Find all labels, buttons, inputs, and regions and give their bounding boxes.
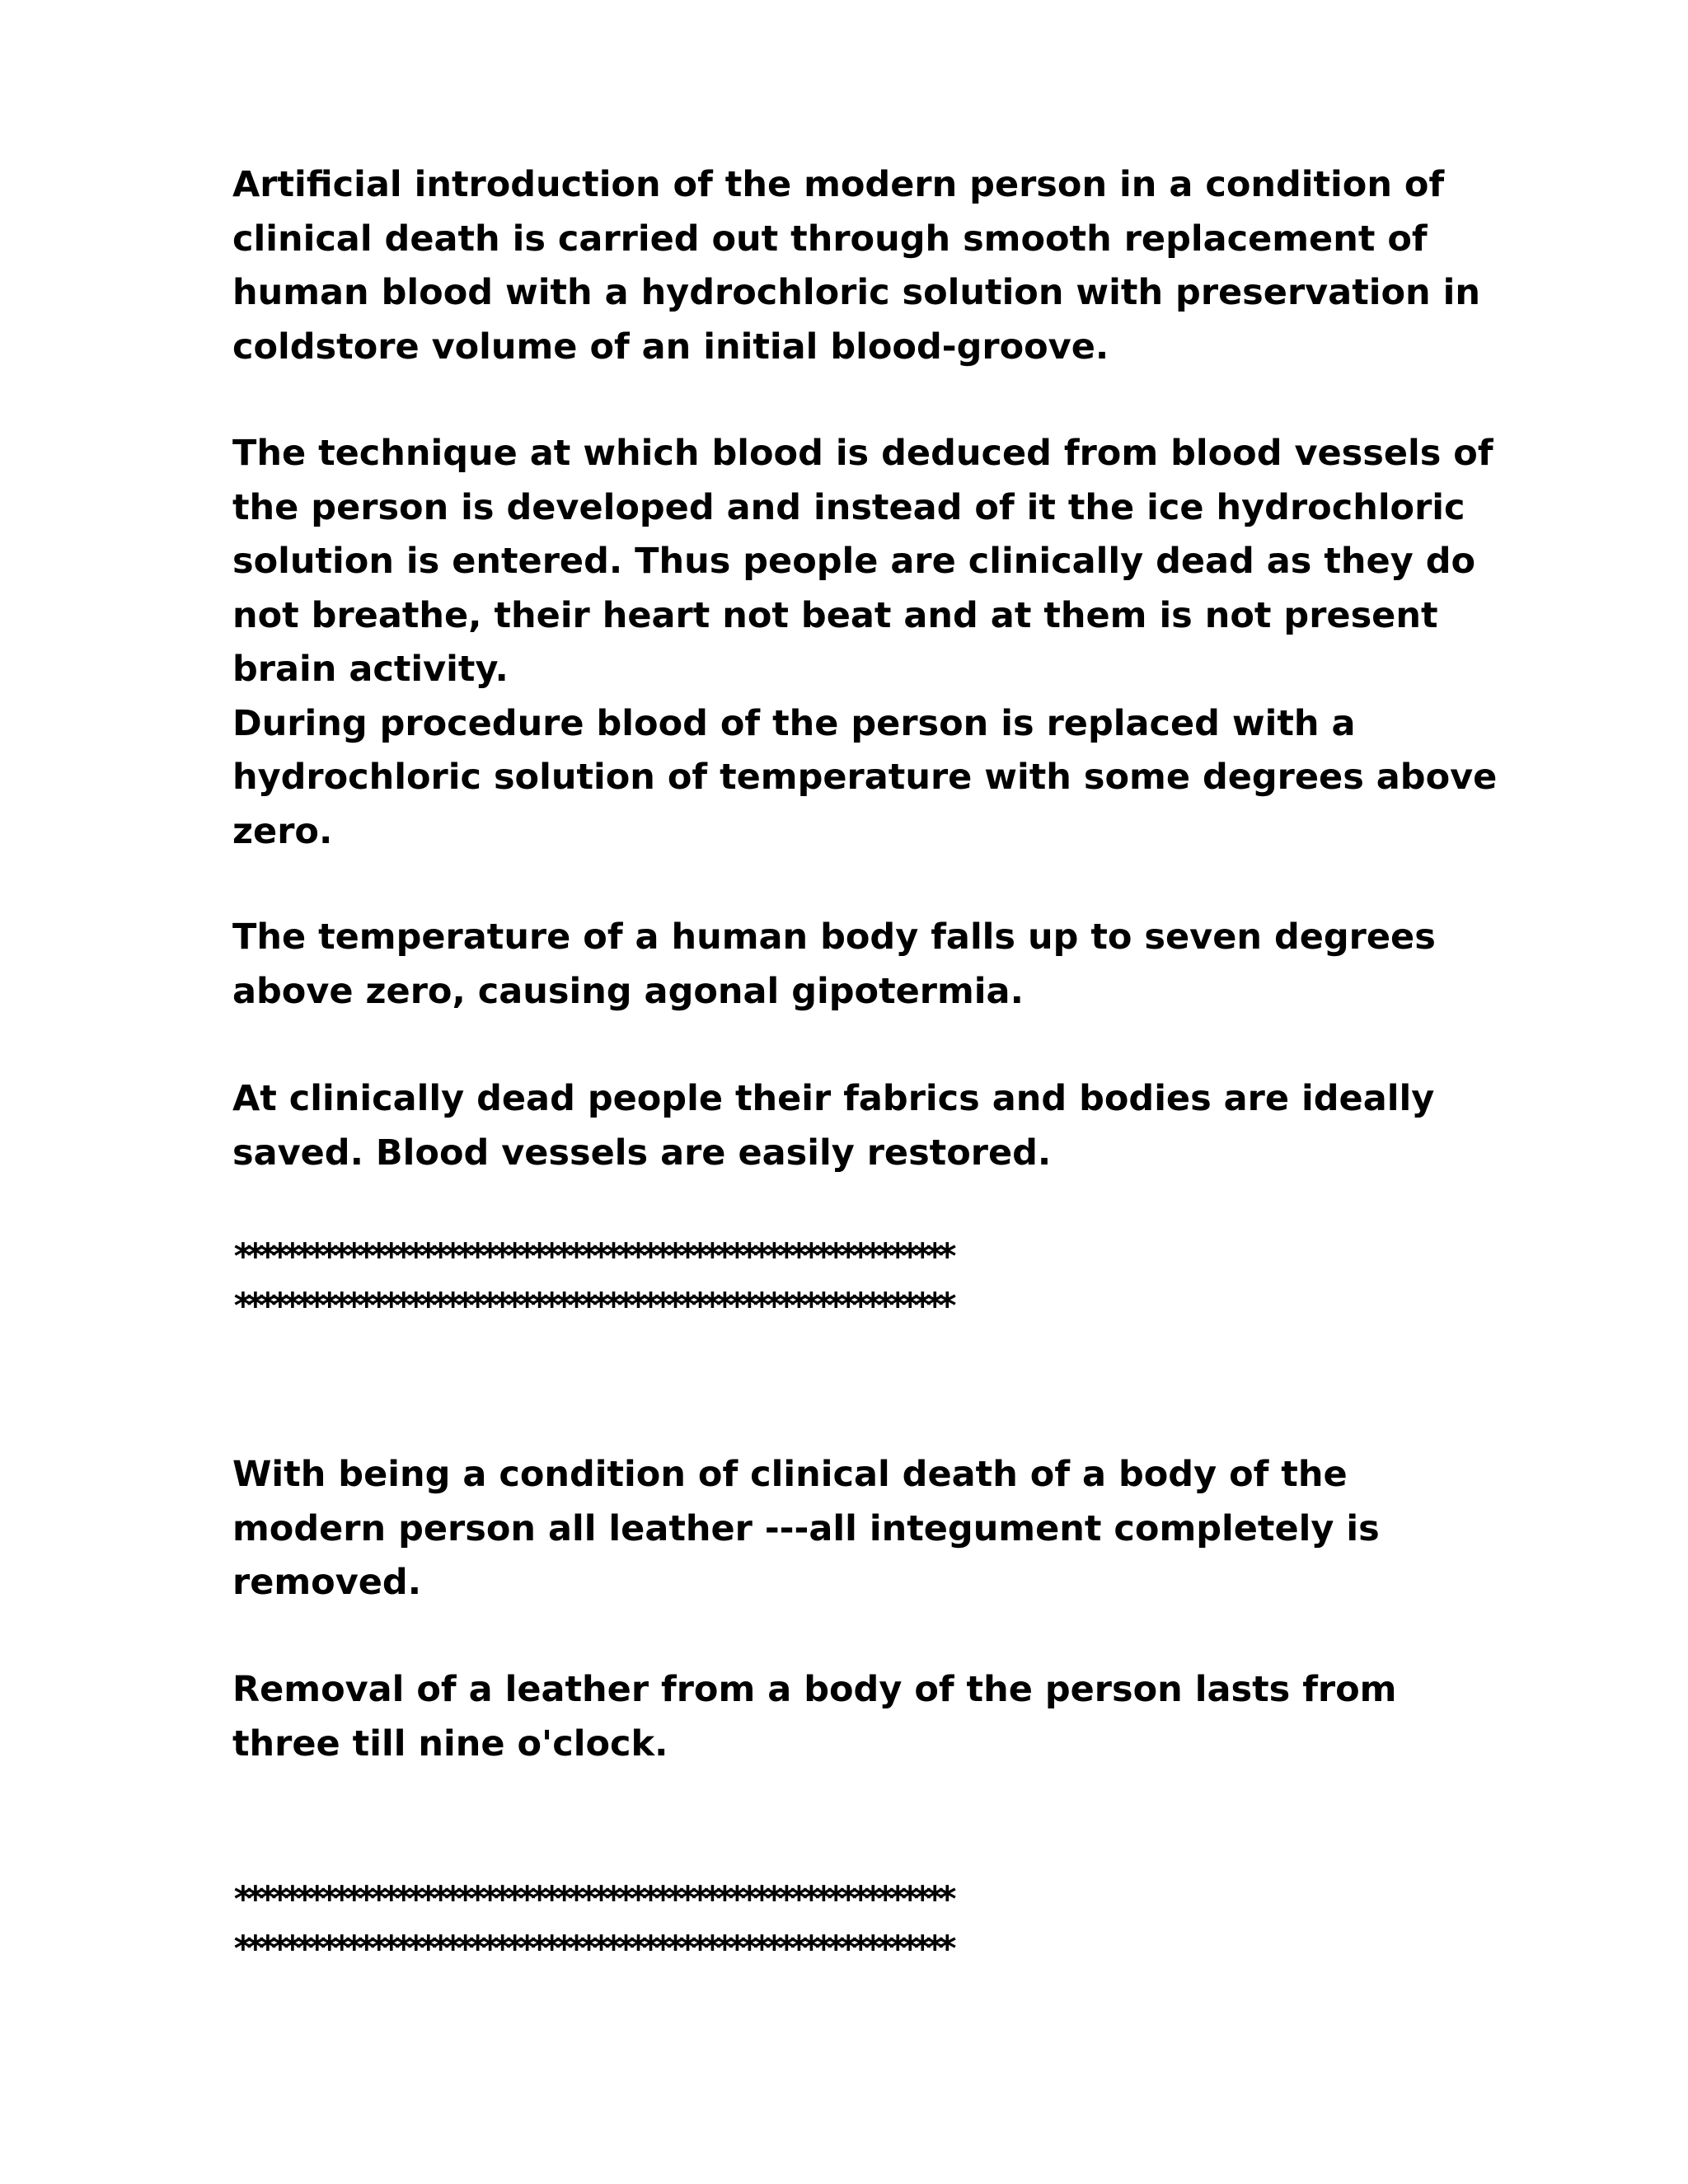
- asterisk-separator-line: **********************************************************: [232, 1286, 950, 1327]
- paragraph-technique: The technique at which blood is deduced from blood vessels of the person is developed and instead of it the ice hydrochloric solution is entered. Thus people are clinically dead as they do not breathe, their heart not beat and at them is not present brain activity. During procedure blood of the person is replaced with a hydrochloric solution of temperature with some degrees above zero.: [232, 433, 1498, 852]
- paragraph-temperature: The temperature of a human body falls up to seven degrees above zero, causing agonal gipotermia.: [232, 916, 1436, 1012]
- asterisk-separator-line: **********************************************************: [232, 1879, 950, 1920]
- asterisk-separator-line: **********************************************************: [232, 1236, 950, 1277]
- paragraph-integument-removed: With being a condition of clinical death of a body of the modern person all leather ---all integument completely is removed.: [232, 1454, 1380, 1603]
- paragraph-artificial-introduction: Artificial introduction of the modern person in a condition of clinical death is carried out through smooth replacement of human blood with a hydrochloric solution with preservation in coldstore volume of an initial blood-groove.: [232, 164, 1480, 368]
- paragraph-clinically-dead: At clinically dead people their fabrics and bodies are ideally saved. Blood vessels are easily restored.: [232, 1078, 1435, 1174]
- paragraph-removal-duration: Removal of a leather from a body of the person lasts from three till nine o'clock.: [232, 1669, 1397, 1765]
- asterisk-separator-line: **********************************************************: [232, 1929, 950, 1970]
